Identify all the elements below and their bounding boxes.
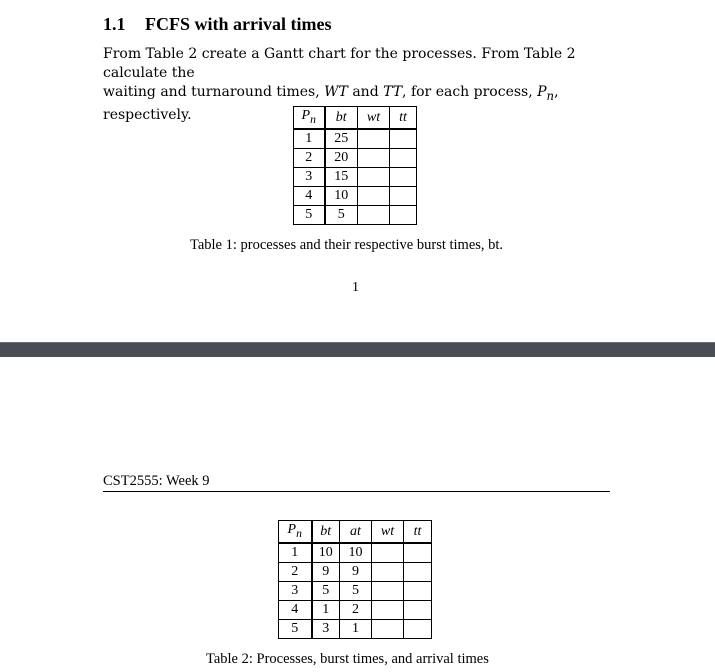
pn-symbol [537, 84, 555, 103]
table-row [279, 562, 432, 581]
tt-symbol: TT [383, 84, 403, 100]
section-heading [103, 14, 331, 35]
cell-waiting-time [372, 543, 404, 563]
section-number: 1.1 [103, 14, 126, 34]
cell-waiting-time [372, 600, 404, 619]
cell-turnaround-time [390, 205, 417, 224]
header-pn-base: P [287, 522, 297, 537]
header-tt: tt [390, 107, 417, 129]
table-row [294, 186, 417, 205]
cell-burst-time: 10 [312, 543, 340, 563]
cell-waiting-time [358, 205, 390, 224]
cell-arrival-time: 2 [340, 600, 372, 619]
cell-burst-time: 20 [325, 148, 358, 167]
header-pn [279, 521, 312, 543]
cell-turnaround-time [404, 543, 432, 563]
cell-burst-time: 5 [312, 581, 340, 600]
page-separator [0, 342, 715, 357]
table-2 [278, 520, 432, 639]
header-at: at [340, 521, 372, 543]
cell-process: 4 [294, 186, 325, 205]
cell-arrival-time: 10 [340, 543, 372, 563]
pn-base: P [537, 84, 547, 100]
cell-turnaround-time [390, 129, 417, 149]
cell-burst-time: 3 [312, 619, 340, 638]
section-title: FCFS with arrival times [145, 14, 332, 34]
table-1-caption: Table 1: processes and their respective burst times, bt. [190, 237, 504, 253]
cell-process: 1 [279, 543, 312, 563]
instructions-line-2c: , respectively. [103, 84, 559, 123]
table-row [294, 129, 417, 149]
table-row [294, 205, 417, 224]
cell-burst-time: 1 [312, 600, 340, 619]
header-pn [294, 107, 325, 129]
cell-arrival-time: 5 [340, 581, 372, 600]
cell-turnaround-time [404, 600, 432, 619]
table-row [279, 581, 432, 600]
cell-waiting-time [358, 129, 390, 149]
table-2-caption: Table 2: Processes, burst times, and arrival times [206, 651, 489, 667]
header-pn-base: P [301, 108, 311, 123]
wt-symbol: WT [324, 84, 348, 100]
header-wt: wt [358, 107, 390, 129]
table-2-header-row [279, 521, 432, 543]
cell-turnaround-time [390, 186, 417, 205]
cell-waiting-time [372, 562, 404, 581]
cell-process: 4 [279, 600, 312, 619]
cell-arrival-time: 1 [340, 619, 372, 638]
cell-waiting-time [358, 148, 390, 167]
header-bt: bt [312, 521, 340, 543]
table-row [294, 167, 417, 186]
page-number: 1 [352, 280, 359, 295]
cell-arrival-time: 9 [340, 562, 372, 581]
cell-waiting-time [358, 186, 390, 205]
instructions-line-1: From Table 2 create a Gantt chart for the processes. From Table 2 calculate the [103, 46, 576, 81]
cell-process: 2 [294, 148, 325, 167]
pn-subscript: n [546, 88, 555, 103]
cell-turnaround-time [404, 619, 432, 638]
header-wt: wt [372, 521, 404, 543]
header-bt: bt [325, 107, 358, 129]
cell-burst-time: 5 [325, 205, 358, 224]
cell-turnaround-time [390, 148, 417, 167]
header-pn-subscript: n [310, 112, 316, 126]
table-1 [293, 106, 417, 225]
cell-waiting-time [358, 167, 390, 186]
header-tt: tt [404, 521, 432, 543]
cell-waiting-time [372, 581, 404, 600]
table-row [294, 148, 417, 167]
cell-turnaround-time [404, 581, 432, 600]
and-word: and [352, 84, 379, 100]
table-row [279, 619, 432, 638]
running-header: CST2555: Week 9 [103, 473, 610, 492]
cell-waiting-time [372, 619, 404, 638]
cell-burst-time: 15 [325, 167, 358, 186]
cell-process: 2 [279, 562, 312, 581]
cell-process: 5 [294, 205, 325, 224]
cell-burst-time: 10 [325, 186, 358, 205]
cell-process: 3 [279, 581, 312, 600]
cell-burst-time: 9 [312, 562, 340, 581]
cell-turnaround-time [390, 167, 417, 186]
table-row [279, 543, 432, 563]
cell-process: 1 [294, 129, 325, 149]
header-pn-subscript: n [296, 526, 302, 540]
table-row [279, 600, 432, 619]
table-1-header-row [294, 107, 417, 129]
cell-burst-time: 25 [325, 129, 358, 149]
instructions-line-2b: , for each process, [402, 84, 533, 100]
cell-process: 5 [279, 619, 312, 638]
cell-turnaround-time [404, 562, 432, 581]
instructions-line-2a: waiting and turnaround times, [103, 84, 320, 100]
cell-process: 3 [294, 167, 325, 186]
